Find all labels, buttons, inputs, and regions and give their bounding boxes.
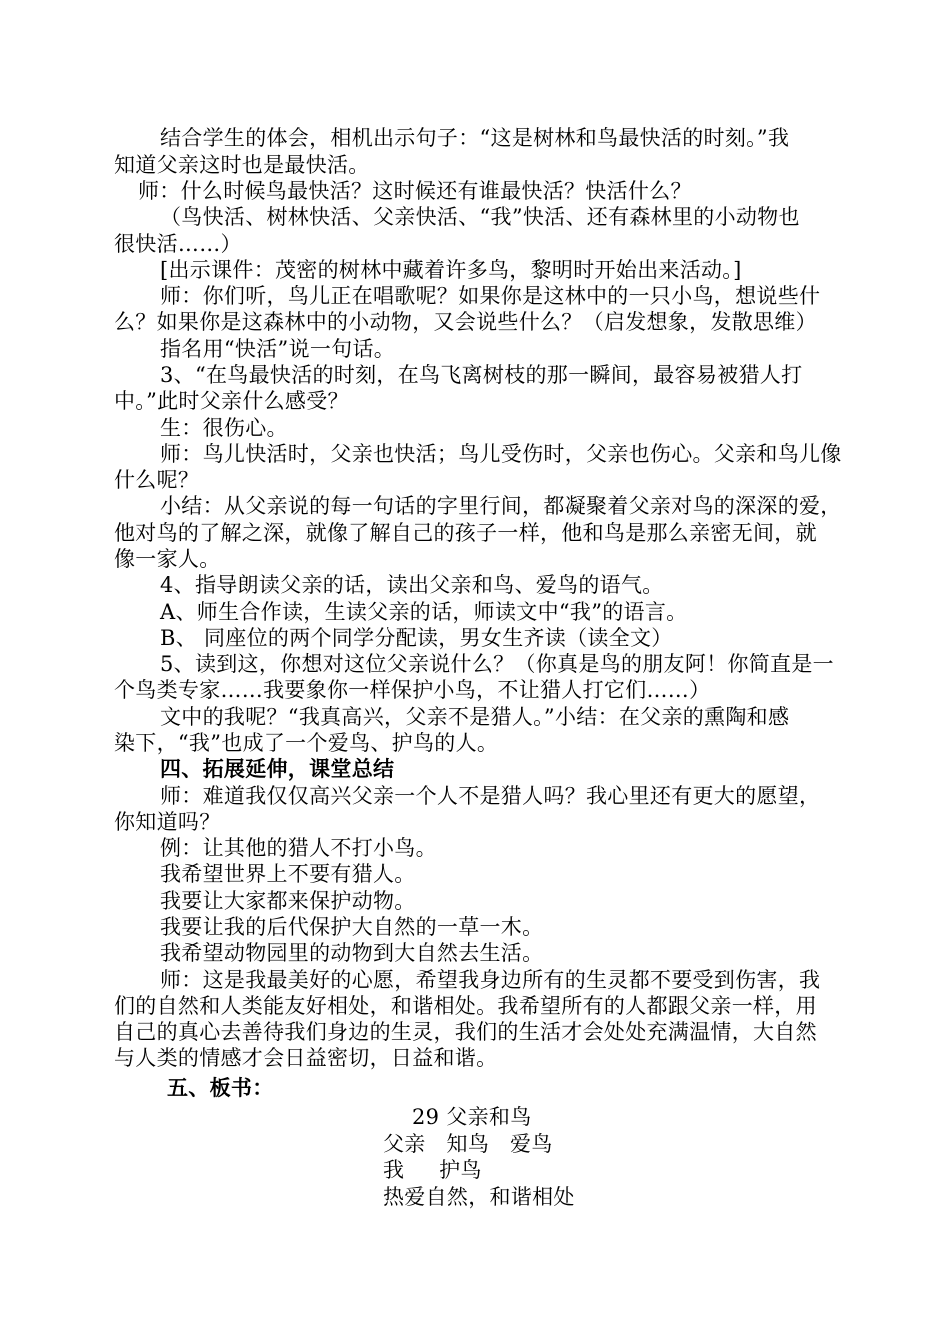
- paragraph-line: 3、“在鸟最快活的时刻，在鸟飞离树枝的那一瞬间，最容易被猎人打: [160, 363, 803, 387]
- paragraph-line: 师：鸟儿快活时，父亲也快活；鸟儿受伤时，父亲也伤心。父亲和鸟儿像: [160, 442, 842, 466]
- paragraph-line: [出示课件：茂密的树林中藏着许多鸟，黎明时开始出来活动。]: [160, 258, 742, 282]
- paragraph-line: 我希望世界上不要有猎人。: [160, 862, 416, 886]
- paragraph-line: 文中的我呢？“我真高兴，父亲不是猎人。”小结：在父亲的熏陶和感: [160, 705, 790, 729]
- paragraph-line: A、师生合作读，生读父亲的话，师读文中“我”的语言。: [160, 600, 688, 624]
- paragraph-line: 么？如果你是这森林中的小动物，又会说些什么？（启发想象，发散思维）: [114, 310, 817, 334]
- blackboard-line: 父亲 知鸟 爱鸟: [383, 1132, 553, 1156]
- paragraph-line: 结合学生的体会，相机出示句子：“这是树林和鸟最快活的时刻。”我: [160, 126, 790, 150]
- paragraph-line: 例：让其他的猎人不打小鸟。: [160, 836, 437, 860]
- paragraph-line: 我要让大家都来保护动物。: [160, 889, 416, 913]
- paragraph-line: 师：这是我最美好的心愿，希望我身边所有的生灵都不要受到伤害，我: [160, 968, 821, 992]
- paragraph-line: 们的自然和人类能友好相处，和谐相处。我希望所有的人都跟父亲一样，用: [114, 994, 817, 1018]
- blackboard-line: 热爱自然，和谐相处: [383, 1185, 575, 1209]
- paragraph-line: 师：难道我仅仅高兴父亲一个人不是猎人吗？我心里还有更大的愿望，: [160, 784, 821, 808]
- paragraph-line: 自己的真心去善待我们身边的生灵，我们的生活才会处处充满温情，大自然: [114, 1020, 817, 1044]
- paragraph-line: 什么呢？: [114, 468, 200, 492]
- paragraph-line: 知道父亲这时也是最快活。: [114, 153, 370, 177]
- paragraph-line: （鸟快活、树林快活、父亲快活、“我”快活、还有森林里的小动物也: [160, 205, 800, 229]
- paragraph-line: 很快活……）: [114, 232, 242, 256]
- paragraph-line: 你知道吗？: [114, 810, 221, 834]
- paragraph-line: 染下，“我”也成了一个爱鸟、护鸟的人。: [114, 731, 499, 755]
- paragraph-line: 小结：从父亲说的每一句话的字里行间，都凝聚着父亲对鸟的深深的爱，: [160, 494, 842, 518]
- blackboard-line: 我 护鸟: [383, 1158, 482, 1182]
- paragraph-line: 4、指导朗读父亲的话，读出父亲和鸟、爱鸟的语气。: [160, 573, 664, 597]
- paragraph-line: 5、读到这，你想对这位父亲说什么？（你真是鸟的朋友阿！你简直是一: [160, 652, 834, 676]
- paragraph-line: 指名用“快活”说一句话。: [160, 337, 396, 361]
- paragraph-line: 师：什么时候鸟最快活？这时候还有谁最快活？快活什么？: [138, 179, 692, 203]
- paragraph-line: 他对鸟的了解之深，就像了解自己的孩子一样，他和鸟是那么亲密无间，就: [114, 521, 817, 545]
- paragraph-line: 我希望动物园里的动物到大自然去生活。: [160, 941, 544, 965]
- paragraph-line: 像一家人。: [114, 547, 221, 571]
- paragraph-line: B、 同座位的两个同学分配读，男女生齐读（读全文）: [160, 626, 673, 650]
- paragraph-line: 与人类的情感才会日益密切，日益和谐。: [114, 1046, 498, 1070]
- paragraph-line: 个鸟类专家……我要象你一样保护小鸟，不让猎人打它们……）: [114, 678, 711, 702]
- section-heading: 四、拓展延伸，课堂总结: [160, 756, 395, 781]
- paragraph-line: 师：你们听，鸟儿正在唱歌呢？如果你是这林中的一只小鸟，想说些什: [160, 284, 821, 308]
- paragraph-line: 我要让我的后代保护大自然的一草一木。: [160, 915, 544, 939]
- paragraph-line: 生：很伤心。: [160, 416, 288, 440]
- paragraph-line: 中。”此时父亲什么感受？: [114, 389, 349, 413]
- blackboard-title: 29 父亲和鸟: [412, 1105, 532, 1129]
- section-heading: 五、板书：: [167, 1075, 274, 1100]
